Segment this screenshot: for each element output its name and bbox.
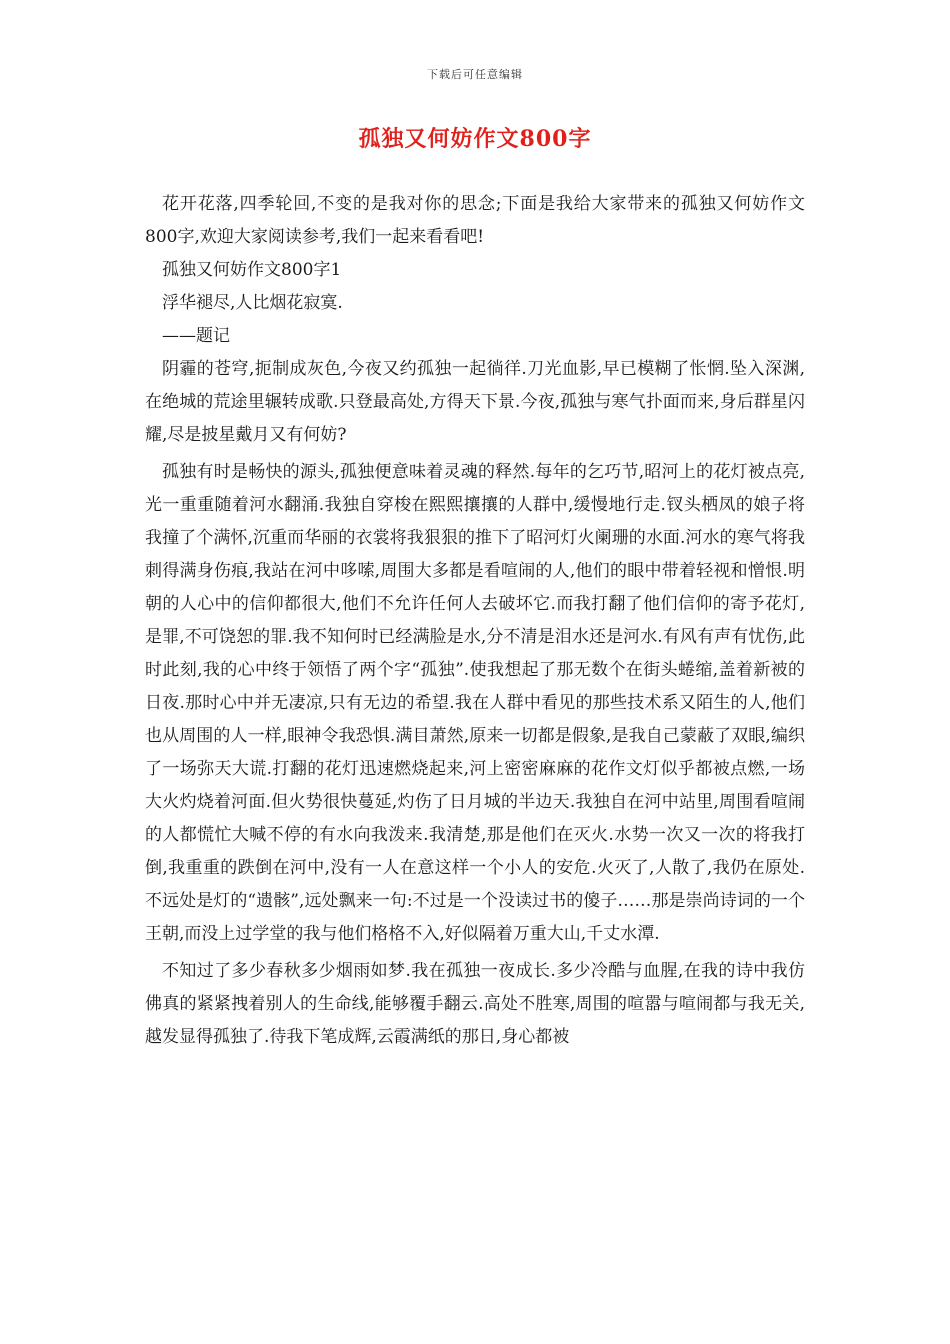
document-title: 孤独又何妨作文800字 — [358, 126, 592, 152]
epigraph-line: 浮华褪尽,人比烟花寂寞. — [162, 293, 343, 313]
intro-paragraph: 花开花落,四季轮回,不变的是我对你的思念;下面是我给大家带来的孤独又何妨作文800字,欢迎大家阅读参考,我们一起来看看吧! — [145, 194, 805, 247]
epigraph-attribution: ——题记 — [162, 326, 230, 346]
body-paragraph: 不知过了多少春秋多少烟雨如梦.我在孤独一夜成长.多少冷酷与血腥,在我的诗中我仿佛真的紧紧拽着别人的生命线,能够覆手翻云.高处不胜寒,周围的喧嚣与喧闹都与我无关,越发显得孤独了.待我下笔成辉,云霞满纸的那日,身心都被 — [145, 961, 805, 1047]
section-heading: 孤独又何妨作文800字1 — [162, 260, 342, 280]
header-note: 下载后可任意编辑 — [427, 68, 523, 81]
body-paragraph: 孤独有时是畅快的源头,孤独便意味着灵魂的释然.每年的乞巧节,昭河上的花灯被点亮,光一重重随着河水翻涌.我独自穿梭在熙熙攘攘的人群中,缓慢地行走.钗头栖凤的娘子将我撞了个满怀,沉重而华丽的衣裳将我狠狠的推下了昭河灯火阑珊的水面.河水的寒气将我刺得满身伤痕,我站在河中哆嗦,周围大多都是看喧闹的人,他们的眼中带着轻视和憎恨.明朝的人心中的信仰都很大,他们不允许任何人去破坏它.而我打翻了他们信仰的寄予花灯,是罪,不可饶恕的罪.我不知何时已经满脸是水,分不清是泪水还是河水.有风有声有忧伤,此时此刻,我的心中终于领悟了两个字“孤独”.使我想起了那无数个在街头蜷缩,盖着新被的日夜.那时心中并无凄凉,只有无边的希望.我在人群中看见的那些技术系又陌生的人,他们也从周围的人一样,眼神令我恐惧.满目萧然,原来一切都是假象,是我自己蒙蔽了双眼,编织了一场弥天大谎.打翻的花灯迅速燃烧起来,河上密密麻麻的花作文灯似乎都被点燃,一场大火灼烧着河面.但火势很快蔓延,灼伤了日月城的半边天.我独自在河中站里,周围看喧闹的人都慌忙大喊不停的有水向我泼来.我清楚,那是他们在灭火.水势一次又一次的将我打倒,我重重的跌倒在河中,没有一人在意这样一个小人的安危.火灭了,人散了,我仍在原处.不远处是灯的“遗骸”,远处飘来一句:不过是一个没读过书的傻子……那是崇尚诗词的一个王朝,而没上过学堂的我与他们格格不入,好似隔着万重大山,千丈水潭. — [145, 462, 805, 944]
body-paragraph: 阴霾的苍穹,扼制成灰色,今夜又约孤独一起徜徉.刀光血影,早已模糊了怅惘.坠入深渊,在绝城的荒途里辗转成歌.只登最高处,方得天下景.今夜,孤独与寒气扑面而来,身后群星闪耀,尽是披星戴月又有何妨? — [145, 359, 805, 445]
document-body — [145, 188, 805, 1054]
